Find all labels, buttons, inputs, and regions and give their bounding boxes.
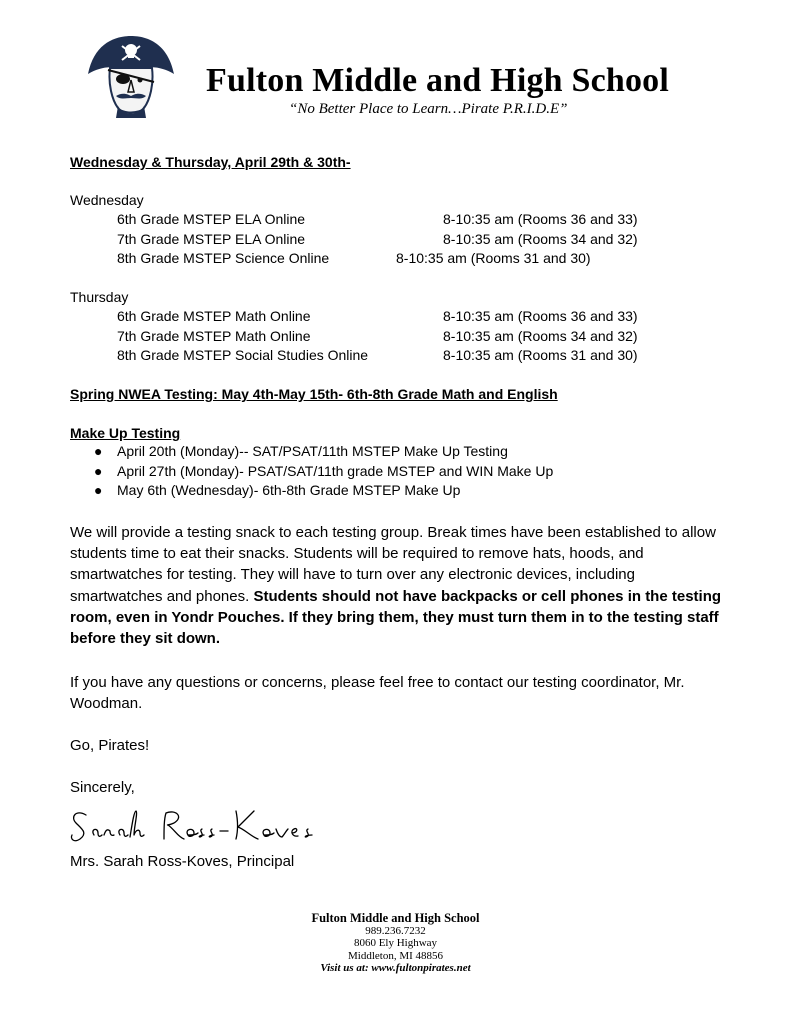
bullet-icon: ● — [94, 482, 103, 498]
footer-address-line2: Middleton, MI 48856 — [347, 949, 444, 962]
body-paragraph-bold: Students should not have backpacks or cell phones in the testing room, even in Yondr Pouches. If they bring them, they must turn them in to the testing staff before they sit down. — [70, 587, 722, 648]
closing-sincerely: Sincerely, — [70, 779, 135, 796]
schedule-test: 6th Grade MSTEP Math Online — [117, 308, 311, 324]
section-heading-nwea: Spring NWEA Testing: May 4th-May 15th- 6th-8th Grade Math and English — [70, 386, 558, 402]
day-label-wednesday: Wednesday — [70, 192, 144, 208]
footer-website: Visit us at: www.fultonpirates.net — [320, 962, 471, 974]
footer-address-line1: 8060 Ely Highway — [353, 937, 438, 949]
schedule-time: 8-10:35 am (Rooms 36 and 33) — [443, 308, 638, 324]
schedule-test: 7th Grade MSTEP ELA Online — [117, 231, 306, 247]
list-item-text: April 27th (Monday)- PSAT/SAT/11th grade MSTEP and WIN Make Up — [117, 462, 554, 479]
closing-go-pirates: Go, Pirates! — [70, 737, 150, 754]
schedule-test: 8th Grade MSTEP Social Studies Online — [117, 347, 369, 363]
list-item — [70, 442, 553, 462]
schedule-time: 8-10:35 am (Rooms 34 and 32) — [443, 231, 638, 247]
schedule-test: 8th Grade MSTEP Science Online — [117, 250, 330, 266]
list-item — [70, 462, 553, 482]
list-item-text: May 6th (Wednesday)- 6th-8th Grade MSTEP Make Up — [117, 482, 461, 498]
body-paragraph-text: We will provide a testing snack to each testing group. Break times have been established to allow students time to eat their snacks. Students will be required to remove hats, hoods, and smartwatches for testing. They will have to turn over any electronic devices, including smartwatches and phones. — [70, 524, 716, 605]
questions-paragraph: If you have any questions or concerns, please feel free to contact our testing coordinator, Mr. Woodman. — [70, 674, 685, 713]
schedule-time: 8-10:35 am (Rooms 36 and 33) — [443, 211, 638, 227]
school-name-heading: Fulton Middle and High School — [206, 62, 670, 99]
list-item-text: April 20th (Monday)-- SAT/PSAT/11th MSTEP Make Up Testing — [117, 443, 508, 459]
makeup-list — [70, 442, 553, 501]
footer — [0, 912, 791, 975]
principal-name: Mrs. Sarah Ross-Koves, Principal — [70, 853, 295, 870]
schedule-time: 8-10:35 am (Rooms 34 and 32) — [443, 328, 638, 344]
school-motto: “No Better Place to Learn…Pirate P.R.I.D.E” — [289, 101, 568, 117]
pirate-mascot-logo — [84, 34, 178, 120]
footer-school-name: Fulton Middle and High School — [311, 911, 480, 925]
day-label-thursday: Thursday — [70, 289, 129, 305]
list-item — [70, 481, 553, 501]
section-heading-mstep: Wednesday & Thursday, April 29th & 30th- — [70, 154, 351, 170]
bullet-icon: ● — [94, 443, 103, 459]
schedule-test: 7th Grade MSTEP Math Online — [117, 328, 311, 344]
schedule-time: 8-10:35 am (Rooms 31 and 30) — [443, 347, 638, 363]
schedule-test: 6th Grade MSTEP ELA Online — [117, 211, 306, 227]
signature-image — [68, 805, 338, 849]
bullet-icon: ● — [94, 462, 103, 479]
schedule-time: 8-10:35 am (Rooms 31 and 30) — [396, 250, 591, 266]
body-paragraph — [70, 522, 730, 649]
footer-phone: 989.236.7232 — [365, 924, 426, 937]
section-heading-makeup: Make Up Testing — [70, 425, 181, 441]
